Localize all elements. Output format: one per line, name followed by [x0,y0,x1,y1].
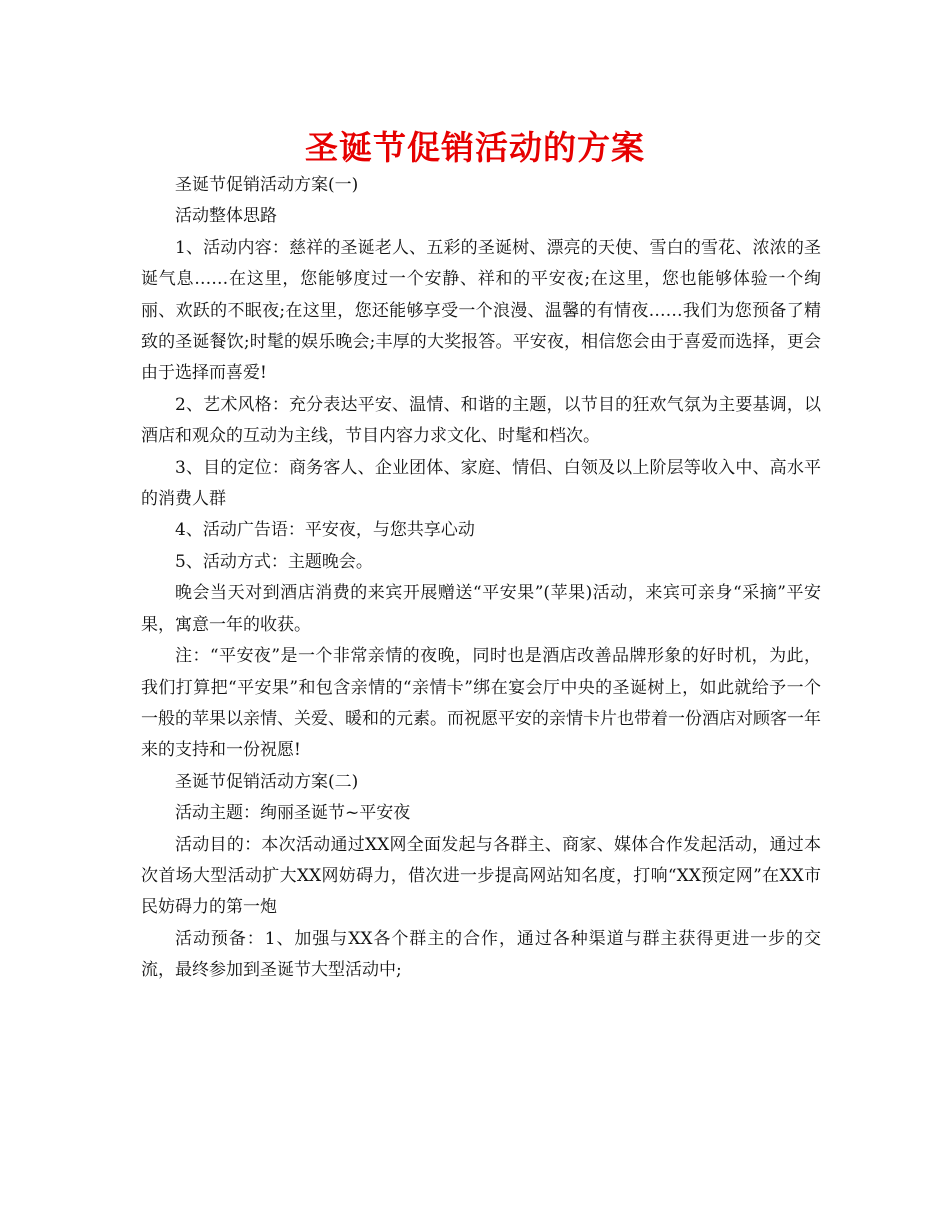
paragraph-overall-idea: 活动整体思路 [175,206,277,227]
paragraph-activity-preparation: 活动预备：1、加强与XX各个群主的合作，通过各种渠道与群主获得更进一步的交流，最终参加到圣诞节大型活动中; [141,928,821,981]
paragraph-activity-format: 5、活动方式：主题晚会。 [175,551,373,572]
paragraph-activity-content: 1、活动内容：慈祥的圣诞老人、五彩的圣诞树、漂亮的天使、雪白的雪花、浓浓的圣诞气息……在这里，您能够度过一个安静、祥和的平安夜;在这里，您也能够体验一个绚丽、欢跃的不眠夜;在这里，您还能够享受一个浪漫、温馨的有情夜……我们为您预备了精致的圣诞餐饮;时髦的娱乐晚会;丰厚的大奖报答。平安夜，相信您会由于喜爱而选择，更会由于选择而喜爱! [141,237,821,384]
paragraph-plan-two-heading: 圣诞节促销活动方案(二) [175,771,359,792]
document-body [141,170,821,987]
paragraph-activity-theme: 活动主题：绚丽圣诞节~平安夜 [175,803,411,824]
paragraph-target-positioning: 3、目的定位：商务客人、企业团体、家庭、情侣、白领及以上阶层等收入中、高水平的消费人群 [141,457,821,510]
paragraph-slogan: 4、活动广告语：平安夜，与您共享心动 [175,520,475,541]
paragraph-evening-gift: 晚会当天对到酒店消费的来宾开展赠送“平安果”(苹果)活动，来宾可亲身“采摘”平安果，寓意一年的收获。 [141,583,821,635]
document-title: 圣诞节促销活动的方案 [305,128,645,167]
paragraph-art-style: 2、艺术风格：充分表达平安、温情、和谐的主题，以节目的狂欢气氛为主要基调，以酒店和观众的互动为主线，节目内容力求文化、时髦和档次。 [141,394,821,447]
paragraph-note: 注：“平安夜”是一个非常亲情的夜晚，同时也是酒店改善品牌形象的好时机，为此，我们打算把“平安果”和包含亲情的“亲情卡”绑在宴会厅中央的圣诞树上，如此就给予一个一般的苹果以亲情、关爱、暖和的元素。而祝愿平安的亲情卡片也带着一份酒店对顾客一年来的支持和一份祝愿! [141,646,821,761]
paragraph-plan-one-heading: 圣诞节促销活动方案(一) [175,175,359,195]
paragraph-activity-purpose: 活动目的：本次活动通过XX网全面发起与各群主、商家、媒体合作发起活动，通过本次首场大型活动扩大XX网妨碍力，借次进一步提高网站知名度，打响“XX预定网”在XX市民妨碍力的第一炮 [141,834,821,918]
